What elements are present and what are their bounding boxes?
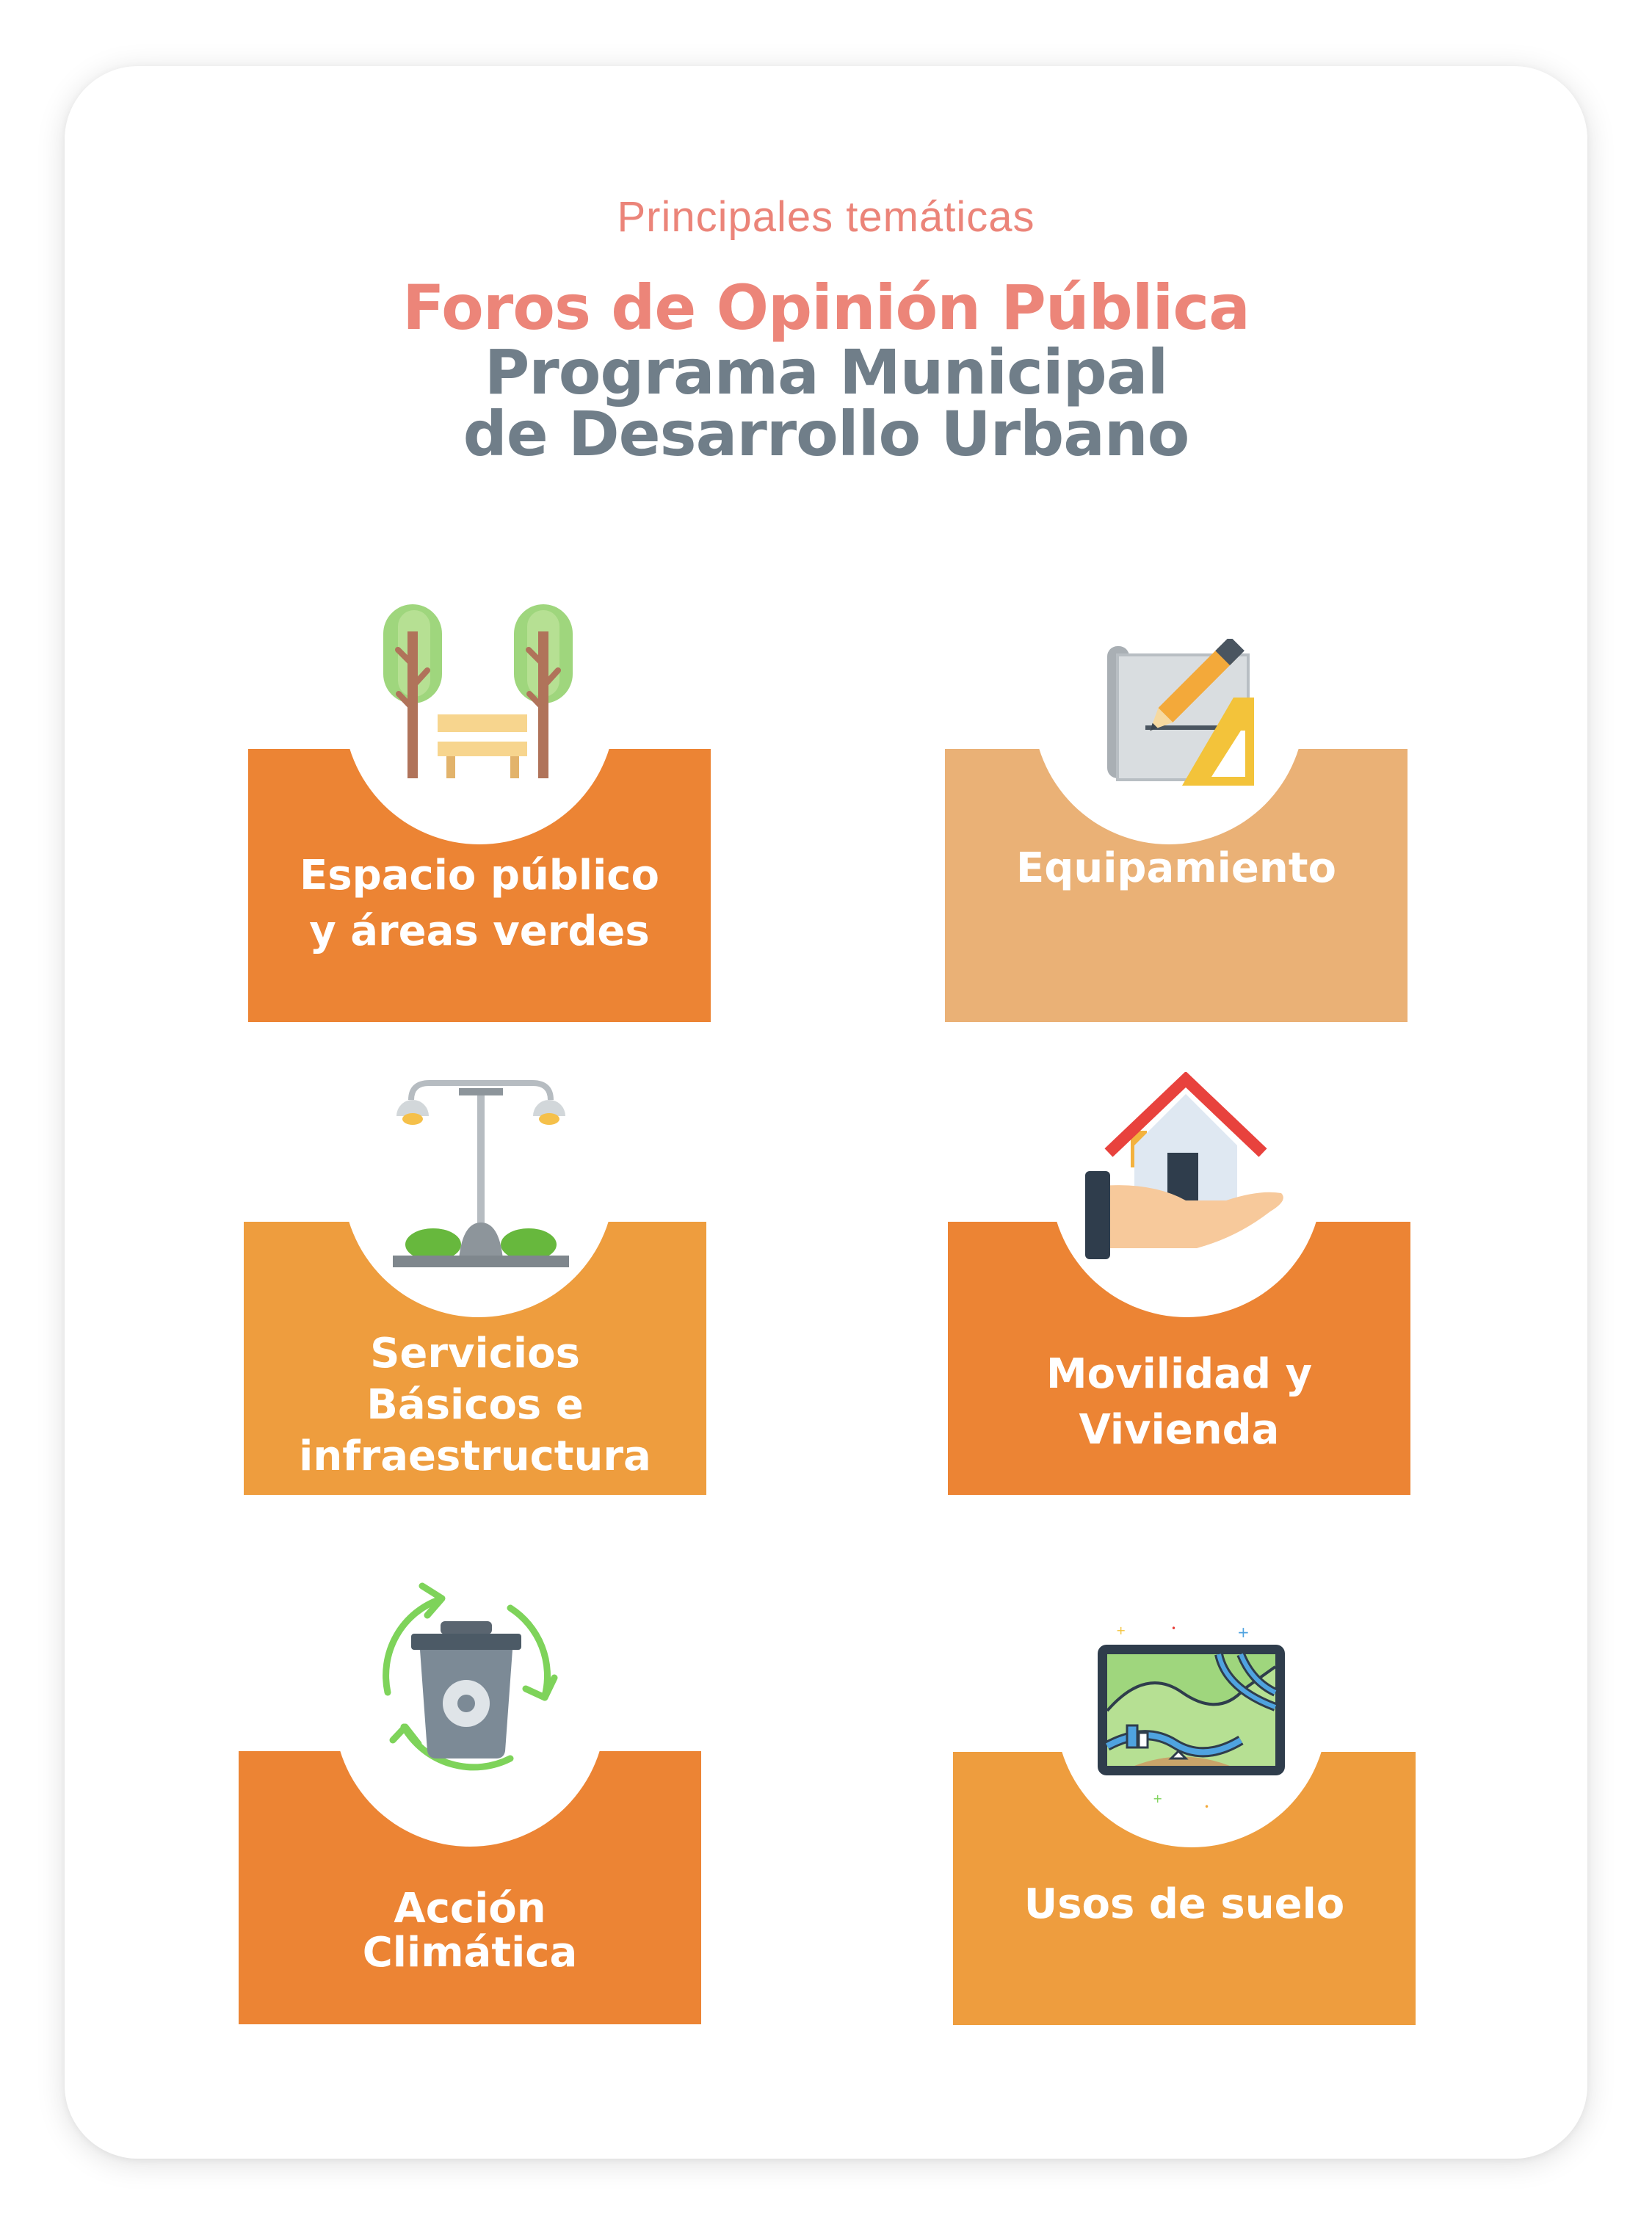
street-lamp-icon (389, 1079, 573, 1270)
topic-label: Equipamiento (1016, 844, 1336, 892)
page-title-secondary (0, 336, 1652, 470)
topic-tile-espacio-publico (248, 749, 711, 1022)
page-title: Foros de Opinión Pública (402, 272, 1250, 344)
land-use-map-icon (1094, 1623, 1289, 1817)
topic-label: Usos de suelo (1024, 1880, 1345, 1928)
svg-text:+: + (1116, 1623, 1126, 1637)
park-bench-trees-icon (378, 598, 584, 782)
svg-text:+: + (1153, 1792, 1163, 1805)
recycle-bin-icon (360, 1571, 573, 1784)
topic-tile-accion-climatica (239, 1751, 701, 2024)
title-line-urban: de Desarrollo Urbano (463, 398, 1189, 470)
svg-text:+: + (1237, 1623, 1250, 1641)
svg-text:•: • (1171, 1623, 1177, 1634)
topic-tile-movilidad-vivienda (948, 1222, 1410, 1495)
blueprint-pencil-icon (1101, 639, 1267, 793)
topic-label: Movilidad y Vivienda (1046, 1350, 1313, 1454)
topic-label: Espacio público y áreas verdes (300, 852, 659, 955)
house-in-hand-icon (1079, 1072, 1285, 1259)
svg-text:•: • (1204, 1802, 1210, 1812)
title-line-program: Programa Municipal (484, 336, 1168, 408)
topic-label: Servicios Básicos e infraestructura (299, 1330, 651, 1480)
page-subtitle: Principales temáticas (617, 193, 1035, 241)
topic-label: Acción Climática (362, 1885, 578, 1977)
